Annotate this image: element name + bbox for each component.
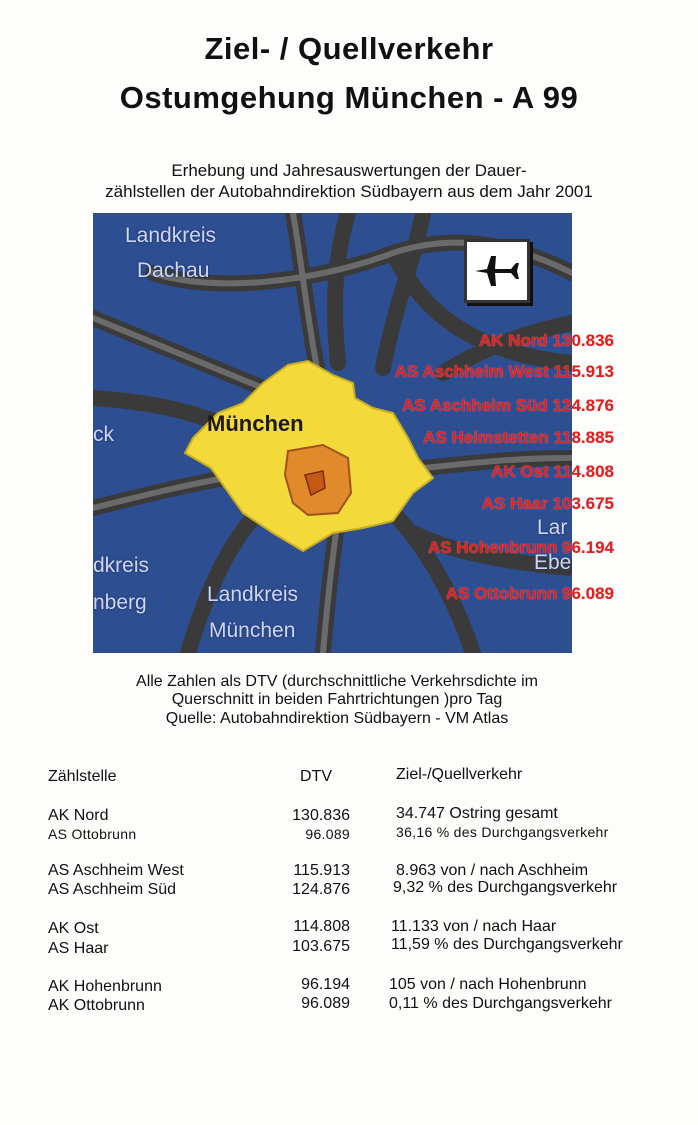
label-landkreis-dachau-2: Dachau xyxy=(137,259,210,282)
label-ebe: Ebe xyxy=(534,551,572,574)
row-3-dtv: 115.913 xyxy=(293,862,350,879)
row-5-name: AK Ost xyxy=(48,920,99,937)
label-landkreis-muenchen-2: München xyxy=(209,619,296,642)
row-1-name: AK Nord xyxy=(48,807,109,824)
subtitle-line-1: Erhebung und Jahresauswertungen der Dauer- xyxy=(171,161,527,180)
row-2-dtv: 96.089 xyxy=(305,826,350,842)
label-dkreis: dkreis xyxy=(93,554,150,577)
count-ak-nord: AK Nord 130.836 xyxy=(478,331,614,350)
count-as-ottobrunn: AS Ottobrunn 96.089 xyxy=(445,584,614,603)
count-ak-ost: AK Ost 114.808 xyxy=(491,462,614,481)
label-nberg: nberg xyxy=(93,591,147,614)
row-8-name: AK Ottobrunn xyxy=(48,997,145,1014)
row-3-name: AS Aschheim West xyxy=(48,862,184,879)
row-7-info: 105 von / nach Hohenbrunn xyxy=(389,976,587,993)
row-3-info: 8.963 von / nach Aschheim xyxy=(396,862,589,879)
label-ck: ck xyxy=(93,423,114,446)
row-2-name: AS Ottobrunn xyxy=(48,826,137,842)
count-as-aschheim-west: AS Aschheim West 115.913 xyxy=(394,362,614,381)
row-4-dtv: 124.876 xyxy=(292,881,350,898)
header-zaehlstelle: Zählstelle xyxy=(48,768,117,785)
row-2-info: 36,16 % des Durchgangsverkehr xyxy=(396,824,609,840)
row-6-name: AS Haar xyxy=(48,940,109,957)
row-4-name: AS Aschheim Süd xyxy=(48,881,177,898)
title-line-2: Ostumgehung München - A 99 xyxy=(119,80,579,115)
note-line-1: Alle Zahlen als DTV (durchschnittliche Verkehrsdichte im xyxy=(136,673,538,690)
row-4-info: 9,32 % des Durchgangsverkehr xyxy=(393,879,618,896)
count-as-aschheim-sued: AS Aschheim Süd 124.876 xyxy=(402,396,614,415)
row-7-dtv: 96.194 xyxy=(301,976,350,993)
count-as-hohenbrunn: AS Hohenbrunn 96.194 xyxy=(427,538,614,557)
note-line-3: Quelle: Autobahndirektion Südbayern - VM Atlas xyxy=(165,710,509,727)
label-landkreis-muenchen-1: Landkreis xyxy=(207,583,299,606)
note-line-2: Querschnitt in beiden Fahrtrichtungen )pro Tag xyxy=(171,691,503,708)
row-7-name: AK Hohenbrunn xyxy=(48,978,162,995)
row-8-info: 0,11 % des Durchgangsverkehr xyxy=(389,995,612,1012)
row-8-dtv: 96.089 xyxy=(301,995,350,1012)
header-dtv: DTV xyxy=(300,768,332,785)
count-as-haar: AS Haar 103.675 xyxy=(481,494,614,513)
label-landkreis-dachau-1: Landkreis xyxy=(125,224,217,247)
row-1-info: 34.747 Ostring gesamt xyxy=(396,805,558,822)
city-label: München xyxy=(207,411,304,436)
row-6-info: 11,59 % des Durchgangsverkehr xyxy=(391,936,623,953)
header-ziel-quell: Ziel-/Quellverkehr xyxy=(396,766,523,783)
row-5-dtv: 114.808 xyxy=(293,918,350,935)
title-line-1: Ziel- / Quellverkehr xyxy=(204,31,494,66)
row-6-dtv: 103.675 xyxy=(292,938,350,955)
label-lar: Lar xyxy=(537,516,568,539)
row-1-dtv: 130.836 xyxy=(292,807,350,824)
airplane-icon xyxy=(464,239,530,303)
count-as-heimstetten: AS Heimstetten 118.885 xyxy=(423,428,614,447)
subtitle-line-2: zählstellen der Autobahndirektion Südbayern aus dem Jahr 2001 xyxy=(105,182,593,201)
row-5-info: 11.133 von / nach Haar xyxy=(391,918,557,935)
